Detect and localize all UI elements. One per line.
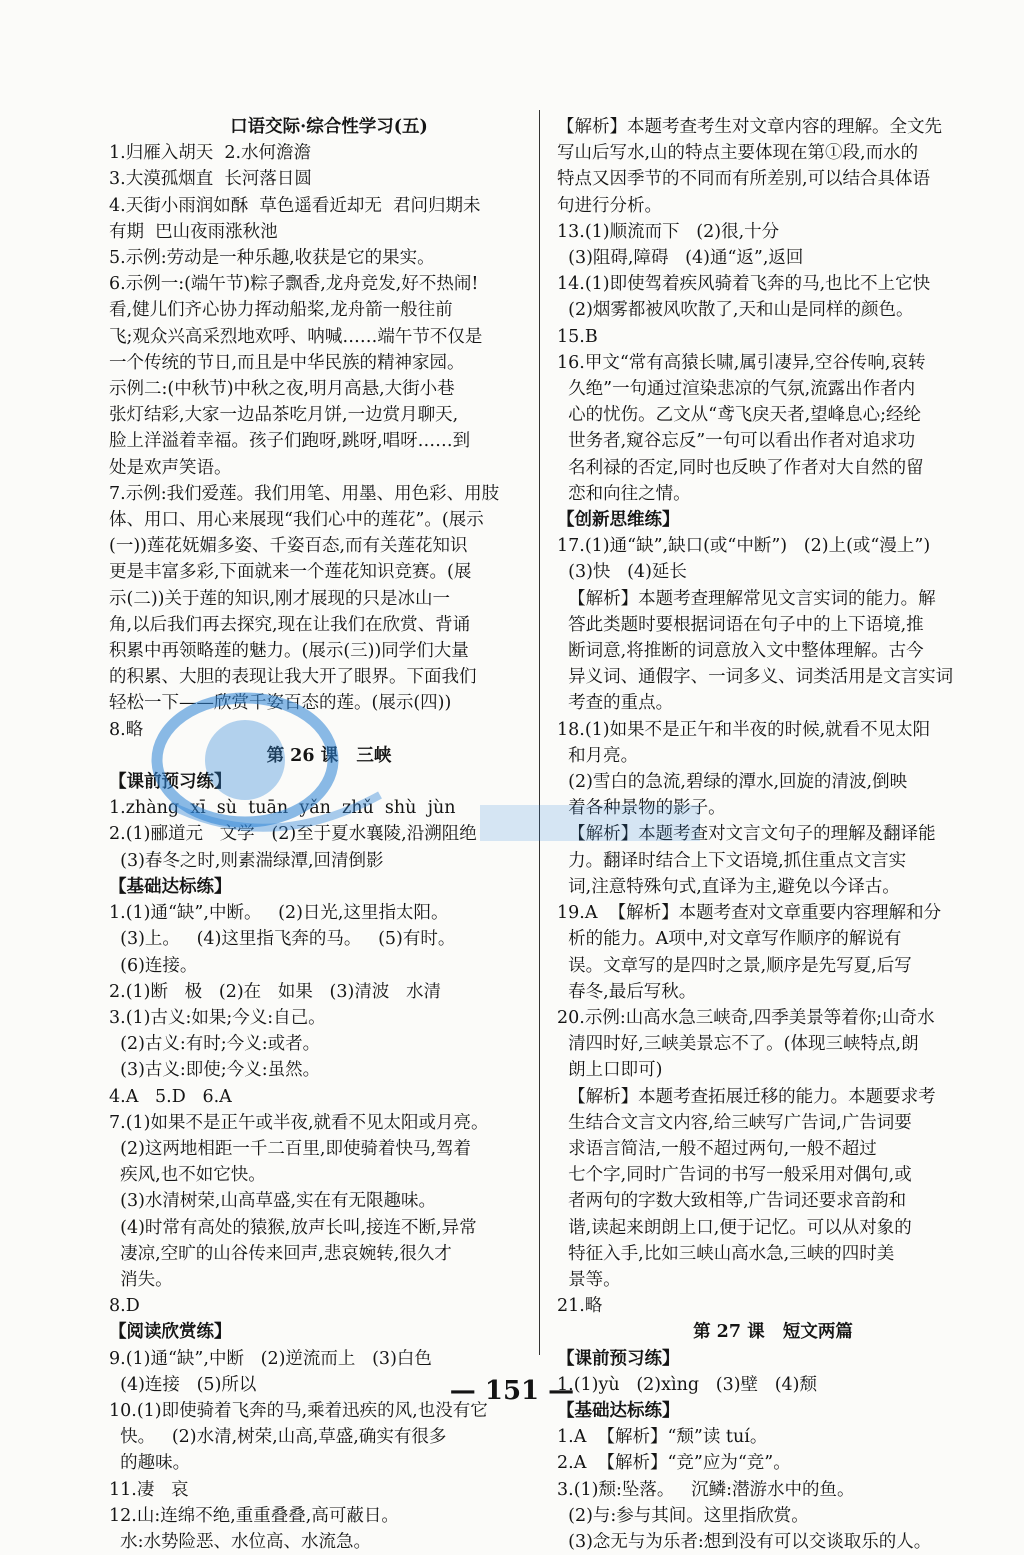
answer-line: 1.A 【解析】“颓”读 tuí。 xyxy=(557,1427,768,1448)
answer-line: 19.A 【解析】本题考查对文章重要内容理解和分 xyxy=(557,903,942,924)
answer-line: 和月亮。 xyxy=(557,745,639,766)
answer-line: 11.凄 哀 xyxy=(109,1479,189,1500)
answer-line: 1.(1)通“缺”,中断。 (2)日光,这里指太阳。 xyxy=(109,903,449,924)
answer-line: 积累中再领略莲的魅力。(展示(三))同学们大量 xyxy=(109,641,469,662)
answer-line: (4)连接 (5)所以 xyxy=(109,1374,257,1395)
answer-line: 1.zhàng xī sù tuān yǎn zhǔ shù jùn xyxy=(109,798,456,819)
answer-line: 4.A 5.D 6.A xyxy=(109,1086,232,1107)
answer-line: 的积累、大胆的表现让我大开了眼界。下面我们 xyxy=(109,667,477,688)
answer-line: (2)与:参与其间。这里指欣赏。 xyxy=(557,1505,809,1526)
answer-line: 久绝”一句通过渲染悲凉的气氛,流露出作者内 xyxy=(557,379,916,400)
answer-line: 示例二:(中秋节)中秋之夜,明月高悬,大街小巷 xyxy=(109,379,455,400)
answer-line: 16.甲文“常有高猿长啸,属引凄异,空谷传响,哀转 xyxy=(557,352,926,373)
answer-line: 生结合文言文内容,给三峡写广告词,广告词要 xyxy=(557,1112,912,1133)
answer-line: 清四时好,三峡美景忘不了。(体现三峡特点,朗 xyxy=(557,1034,919,1055)
answer-line: 朗上口即可) xyxy=(557,1060,663,1081)
answer-line: 张灯结彩,大家一边品茶吃月饼,一边赏月聊天, xyxy=(109,405,459,426)
answer-line: (2)这两地相距一千二百里,即使骑着快马,驾着 xyxy=(109,1138,472,1159)
section-label: 【阅读欣赏练】 xyxy=(109,1322,232,1343)
answer-line: 7.(1)如果不是正午或半夜,就看不见太阳或月亮。 xyxy=(109,1112,489,1133)
answer-line: 12.山:连绵不绝,重重叠叠,高可蔽日。 xyxy=(109,1505,399,1526)
answer-line: (一))莲花妩媚多姿、千姿百态,而有关莲花知识 xyxy=(109,536,468,557)
answer-line: 【解析】本题考查拓展迁移的能力。本题要求考 xyxy=(557,1086,936,1107)
answer-line: 写山后写水,山的特点主要体现在第①段,而水的 xyxy=(557,143,919,164)
answer-line: (3)古义:即使;今义:虽然。 xyxy=(109,1060,321,1081)
answer-line: 10.(1)即使骑着飞奔的马,乘着迅疾的风,也没有它 xyxy=(109,1400,488,1421)
answer-line: 14.(1)即使驾着疾风骑着飞奔的马,也比不上它快 xyxy=(557,274,931,295)
answer-line: 恋和向往之情。 xyxy=(557,483,691,504)
answer-line: 有期 巴山夜雨涨秋池 xyxy=(109,221,278,242)
answer-line: 处是欢声笑语。 xyxy=(109,457,232,478)
answer-line: (2)烟雾都被风吹散了,天和山是同样的颜色。 xyxy=(557,300,914,321)
lesson-heading: 第 27 课 短文两篇 xyxy=(693,1322,853,1343)
answer-line: 特点又因季节的不同而有所差别,可以结合具体语 xyxy=(557,169,931,190)
section-label: 【课前预习练】 xyxy=(557,1348,680,1369)
answer-line: 世务者,窥谷忘反”一句可以看出作者对追求功 xyxy=(557,431,916,452)
answer-line: 15.B xyxy=(557,326,598,347)
answer-line: 体、用口、用心来展现“我们心中的莲花”。(展示 xyxy=(109,510,484,531)
answer-line: 8.D xyxy=(109,1296,140,1317)
answer-line: 考查的重点。 xyxy=(557,693,674,714)
section-label: 【基础达标练】 xyxy=(557,1400,680,1421)
answer-line: 疾风,也不如它快。 xyxy=(109,1165,266,1186)
answer-line: 8.略 xyxy=(109,719,144,740)
section-label: 【基础达标练】 xyxy=(109,876,232,897)
answer-line: 的趣味。 xyxy=(109,1453,191,1474)
answer-line: 景等。 xyxy=(557,1269,621,1290)
answer-line: 9.(1)通“缺”,中断 (2)逆流而上 (3)白色 xyxy=(109,1348,432,1369)
answer-line: 消失。 xyxy=(109,1269,173,1290)
answer-line: (3)快 (4)延长 xyxy=(557,562,687,583)
answer-line: 谐,读起来朗朗上口,便于记忆。可以从对象的 xyxy=(557,1217,912,1238)
answer-line: (3)念无与为乐者:想到没有可以交谈取乐的人。 xyxy=(557,1531,932,1552)
answer-line: 【解析】本题考查考生对文章内容的理解。全文先 xyxy=(557,117,942,137)
answer-line: 特征入手,比如三峡山高水急,三峡的四时美 xyxy=(557,1243,895,1264)
answer-line: (3)水清树荣,山高草盛,实在有无限趣味。 xyxy=(109,1191,437,1212)
answer-line: 更是丰富多彩,下面就来一个莲花知识竞赛。(展 xyxy=(109,562,472,583)
answer-line: 【解析】本题考查理解常见文言实词的能力。解 xyxy=(557,588,936,609)
answer-line: 春冬,最后写秋。 xyxy=(557,981,697,1002)
answer-line: 2.A 【解析】“竞”应为“竞”。 xyxy=(557,1453,791,1474)
answer-line: 者两句的字数大致相等,广告词还要求音韵和 xyxy=(557,1191,907,1212)
answer-line: 4.天街小雨润如酥 草色遥看近却无 君问归期未 xyxy=(109,195,481,216)
answer-line: 【解析】本题考查对文言文句子的理解及翻译能 xyxy=(557,824,936,845)
page-number: — 151 — xyxy=(449,1376,575,1406)
answer-line: 快。 (2)水清,树荣,山高,草盛,确实有很多 xyxy=(109,1427,447,1448)
answer-line: (2)古义:有时;今义:或者。 xyxy=(109,1034,321,1055)
answer-line: (4)时常有高处的猿猴,放声长叫,接连不断,异常 xyxy=(109,1217,477,1238)
answer-line: 着各种景物的影子。 xyxy=(557,798,726,819)
answer-line: 断词意,将推断的词意放入文中整体理解。古今 xyxy=(557,641,924,662)
answer-line: 力。翻译时结合上下文语境,抓住重点文言实 xyxy=(557,850,907,871)
answer-line: 脸上洋溢着幸福。孩子们跑呀,跳呀,唱呀……到 xyxy=(109,431,471,452)
answer-line: 5.示例:劳动是一种乐趣,收获是它的果实。 xyxy=(109,248,435,269)
answer-line: 水:水势险恶、水位高、水流急。 xyxy=(109,1531,372,1552)
answer-line: 轻松一下——欣赏千姿百态的莲。(展示(四)) xyxy=(109,693,452,714)
answer-line: 飞;观众兴高采烈地欢呼、呐喊……端午节不仅是 xyxy=(109,326,483,347)
section-label: 【课前预习练】 xyxy=(109,772,232,793)
answer-line: 异义词、通假字、一词多义、词类活用是文言实词 xyxy=(557,667,954,688)
answer-line: 20.示例:山高水急三峡奇,四季美景等着你;山奇水 xyxy=(557,1007,935,1028)
answer-line: 七个字,同时广告词的书写一般采用对偶句,或 xyxy=(557,1165,912,1186)
answer-line: 2.(1)断 极 (2)在 如果 (3)清波 水清 xyxy=(109,981,442,1002)
answer-line: 析的能力。A项中,对文章写作顺序的解说有 xyxy=(557,929,902,950)
answer-line: 3.大漠孤烟直 长河落日圆 xyxy=(109,169,312,190)
answer-line: 角,以后我们再去探究,现在让我们在欣赏、背诵 xyxy=(109,614,471,635)
answer-line: 1.归雁入胡天 2.水何澹澹 xyxy=(109,143,312,164)
answer-line: 1.(1)yù (2)xìng (3)壁 (4)颓 xyxy=(557,1374,818,1395)
answer-line: 词,注意特殊句式,直译为主,避免以今译古。 xyxy=(557,876,900,897)
lesson-heading: 第 26 课 三峡 xyxy=(266,745,392,766)
answer-line: 3.(1)古义:如果;今义:自己。 xyxy=(109,1007,326,1028)
answer-line: 求语言简洁,一般不超过两句,一般不超过 xyxy=(557,1138,877,1159)
answer-line: (6)连接。 xyxy=(109,955,198,976)
answer-line: 13.(1)顺流而下 (2)很,十分 xyxy=(557,221,780,242)
answer-line: 凄凉,空旷的山谷传来回声,悲哀婉转,很久才 xyxy=(109,1243,452,1264)
section-label: 【创新思维练】 xyxy=(557,510,680,531)
answer-line: 一个传统的节日,而且是中华民族的精神家园。 xyxy=(109,352,465,373)
answer-line: 6.示例一:(端午节)粽子飘香,龙舟竞发,好不热闹! xyxy=(109,274,479,295)
answer-line: 17.(1)通“缺”,缺口(或“中断”) (2)上(或“漫上”) xyxy=(557,536,931,557)
answer-line: 21.略 xyxy=(557,1296,603,1317)
right-column xyxy=(557,114,989,1555)
answer-line: 名利禄的否定,同时也反映了作者对大自然的留 xyxy=(557,457,924,478)
answer-line: 误。文章写的是四时之景,顺序是先写夏,后写 xyxy=(557,955,912,976)
lesson-heading: 口语交际·综合性学习(五) xyxy=(230,117,428,137)
answer-line: 7.示例:我们爱莲。我们用笔、用墨、用色彩、用肢 xyxy=(109,483,500,504)
answer-line: 答此类题时要根据词语在句子中的上下语境,推 xyxy=(557,614,924,635)
answer-line: 2.(1)郦道元 文学 (2)至于夏水襄陵,沿溯阻绝 xyxy=(109,824,477,845)
answer-line: 心的忧伤。乙文从“鸢飞戾天者,望峰息心;经纶 xyxy=(557,405,922,426)
answer-line: 3.(1)颓:坠落。 沉鳞:潜游水中的鱼。 xyxy=(557,1479,855,1500)
answer-line: 18.(1)如果不是正午和半夜的时候,就看不见太阳 xyxy=(557,719,931,740)
answer-line: (3)春冬之时,则素湍绿潭,回清倒影 xyxy=(109,850,384,871)
answer-line: (2)雪白的急流,碧绿的潭水,回旋的清波,倒映 xyxy=(557,772,908,793)
answer-line: (3)阻碍,障碍 (4)通“返”,返回 xyxy=(557,248,804,269)
answer-line: 看,健儿们齐心协力挥动船桨,龙舟箭一般往前 xyxy=(109,300,453,321)
column-divider xyxy=(539,110,540,1355)
left-column xyxy=(109,114,549,1555)
answer-line: (3)上。 (4)这里指飞奔的马。 (5)有时。 xyxy=(109,929,456,950)
answer-line: 句进行分析。 xyxy=(557,195,662,216)
answer-line: 示(二))关于莲的知识,刚才展现的只是冰山一 xyxy=(109,588,451,609)
